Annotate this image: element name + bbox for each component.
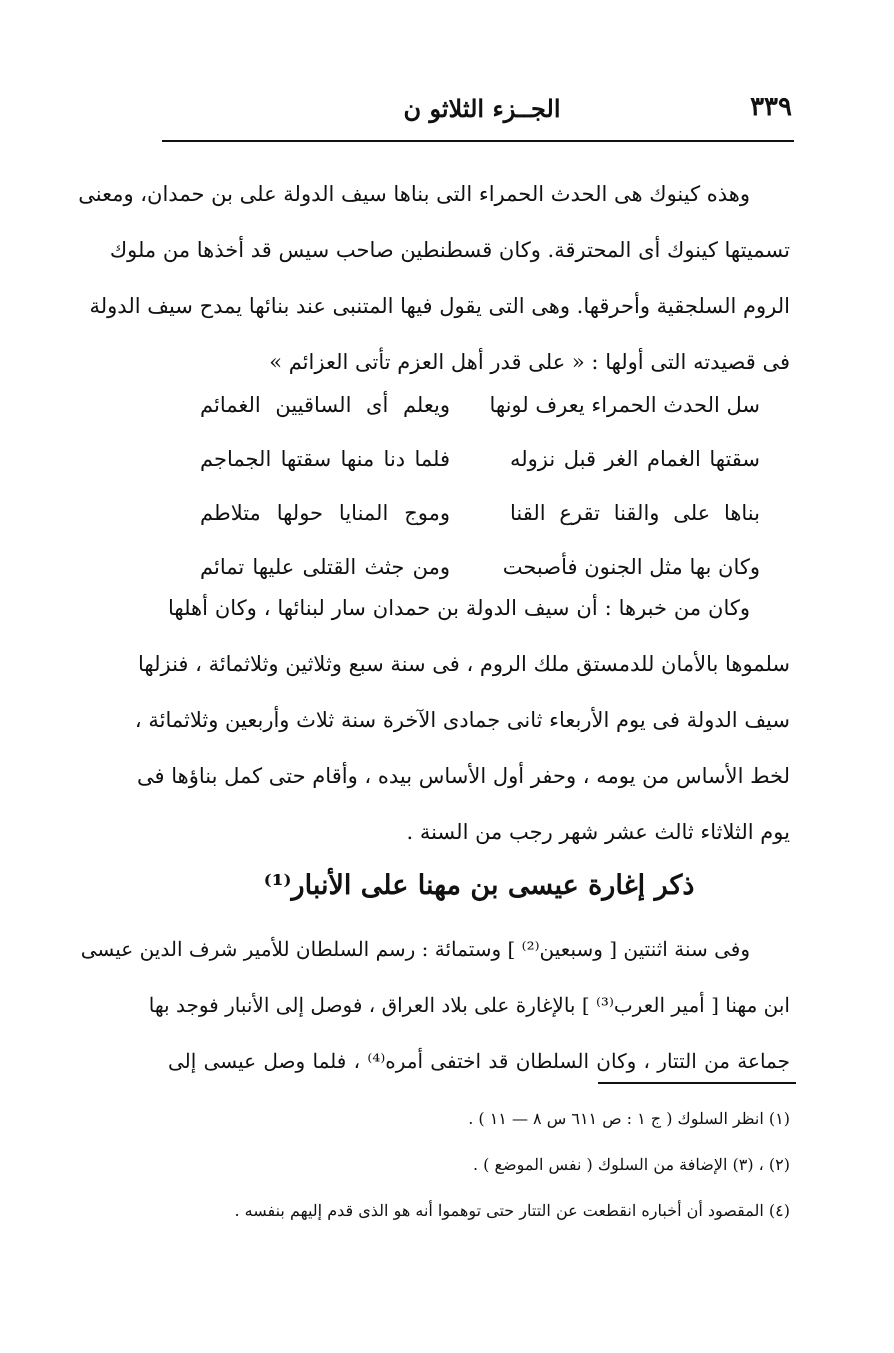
verse-row <box>200 432 760 486</box>
section-heading: ذكر إغارة عيسى بن مهنا على الأنبار⁽¹⁾ <box>263 870 695 901</box>
text-line: وهذه كينوك هى الحدث الحمراء التى بناها سيف الدولة على بن حمدان، ومعنى <box>78 182 750 206</box>
verse-first-hemistich: وكان بها مثل الجنون فأصبحت <box>502 555 760 579</box>
footnote: (٤) المقصود أن أخباره انقطعت عن التتار حتى توهموا أنه هو الذى قدم إليهم بنفسه . <box>234 1201 790 1220</box>
text-line: جماعة من التتار ، وكان السلطان قد اختفى أمره⁽⁴⁾ ، فلما وصل عيسى إلى <box>168 1049 790 1073</box>
text-line: فى قصيدته التى أولها : « على قدر أهل العزم تأتى العزائم » <box>269 350 790 374</box>
verse-second-hemistich: ويعلم أى الساقيين الغمائم <box>200 393 450 417</box>
verse-second-hemistich: وموج المنايا حولها متلاطم <box>200 501 450 525</box>
footnote: (٢) ، (٣) الإضافة من السلوك ( نفس الموضع ) . <box>473 1155 790 1174</box>
text-line: سيف الدولة فى يوم الأربعاء ثانى جمادى الآخرة سنة ثلاث وأربعين وثلاثمائة ، <box>134 708 790 732</box>
verse-first-hemistich: سقتها الغمام الغر قبل نزوله <box>510 447 760 471</box>
verse-first-hemistich: بناها على والقنا تقرع القنا <box>510 501 760 525</box>
header-rule <box>162 140 794 142</box>
verse-second-hemistich: ومن جثث القتلى عليها تمائم <box>200 555 450 579</box>
page-number: ٣٣٩ <box>750 92 792 122</box>
text-line: وفى سنة اثنتين [ وسبعين⁽²⁾ ] وستمائة : رسم السلطان للأمير شرف الدين عيسى <box>80 937 750 961</box>
text-line: يوم الثلاثاء ثالث عشر شهر رجب من السنة . <box>406 820 790 844</box>
footnote: (١) انظر السلوك ( ج ١ : ص ٦١١ س ٨ — ١١ ) . <box>468 1109 790 1128</box>
text-line: سلموها بالأمان للدمستق ملك الروم ، فى سنة سبع وثلاثين وثلاثمائة ، فنزلها <box>138 652 790 676</box>
poem-verses <box>200 378 760 594</box>
verse-second-hemistich: فلما دنا منها سقتها الجماجم <box>200 447 450 471</box>
verse-row <box>200 486 760 540</box>
footnotes <box>220 1096 790 1234</box>
text-line: وكان من خبرها : أن سيف الدولة بن حمدان سار لبنائها ، وكان أهلها <box>168 596 750 620</box>
page-header <box>160 92 792 132</box>
text-line: لخط الأساس من يومه ، وحفر أول الأساس بيده ، وأقام حتى كمل بناؤها فى <box>137 764 790 788</box>
text-line: الروم السلجقية وأحرقها. وهى التى يقول فيها المتنبى عند بنائها يمدح سيف الدولة <box>89 294 790 318</box>
running-title: الجــزء الثلاثو ن <box>403 94 561 123</box>
text-line: تسميتها كينوك أى المحترقة. وكان قسطنطين صاحب سيس قد أخذها من ملوك <box>109 238 790 262</box>
paragraph-3 <box>80 922 790 1090</box>
verse-first-hemistich: سل الحدث الحمراء يعرف لونها <box>489 393 760 417</box>
paragraph-1 <box>78 166 790 390</box>
paragraph-2 <box>134 580 790 860</box>
text-line: ابن مهنا [ أمير العرب⁽³⁾ ] بالإغارة على بلاد العراق ، فوصل إلى الأنبار فوجد بها <box>148 993 790 1017</box>
footnote-rule <box>598 1082 796 1084</box>
verse-row <box>200 378 760 432</box>
